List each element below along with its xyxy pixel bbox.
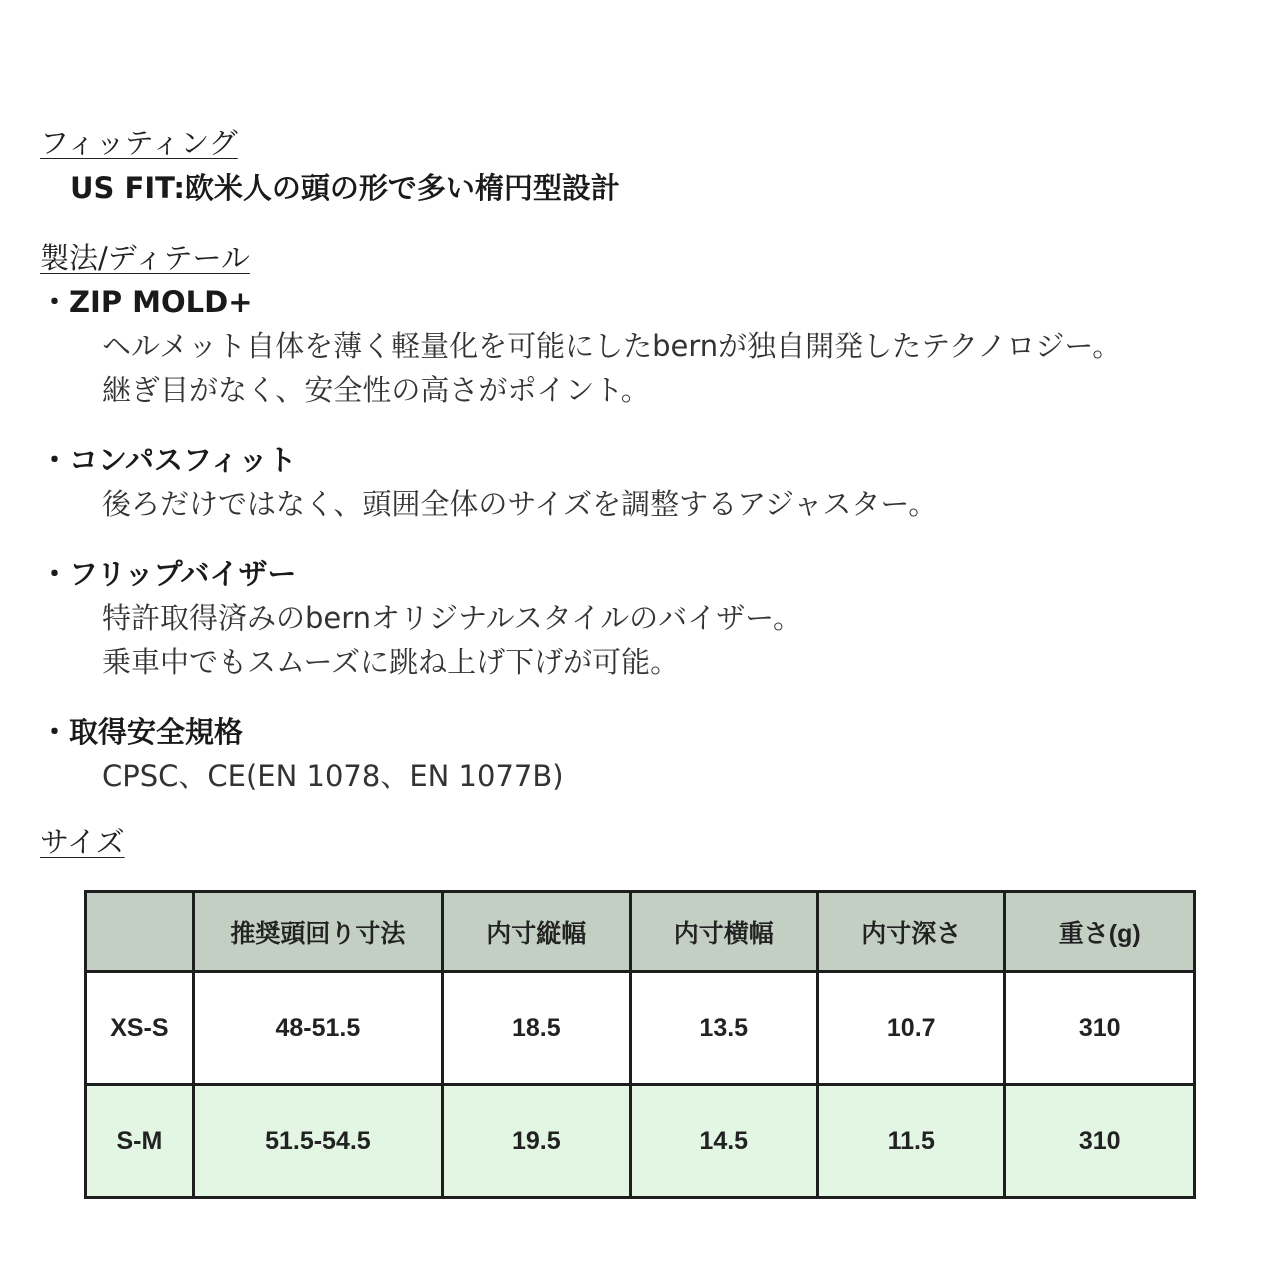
header-cell-head-circumference: 推奨頭回り寸法 [193,892,442,972]
inner-length-cell: 19.5 [443,1085,630,1198]
flip-visor-desc-line-1: 特許取得済みのbernオリジナルスタイルのバイザー。 [102,601,802,635]
size-heading: サイズ [40,825,125,859]
zip-mold-desc-line-2: 継ぎ目がなく、安全性の高さがポイント。 [102,373,650,407]
inner-width-cell: 14.5 [630,1085,817,1198]
inner-length-cell: 18.5 [443,972,630,1085]
size-table-header-row [86,892,1195,972]
safety-standards-desc-line-1: CPSC、CE(EN 1078、EN 1077B) [102,759,564,793]
size-label-cell: XS-S [86,972,194,1085]
fitting-heading: フィッティング [40,126,238,160]
zip-mold-title: ・ZIP MOLD+ [40,285,253,319]
size-table [84,890,1196,1199]
header-cell-inner-length: 内寸縦幅 [443,892,630,972]
head-circumference-cell: 48-51.5 [193,972,442,1085]
header-cell-inner-width: 内寸横幅 [630,892,817,972]
fitting-value: US FIT:欧米人の頭の形で多い楕円型設計 [70,171,620,205]
size-label-cell: S-M [86,1085,194,1198]
inner-depth-cell: 10.7 [818,972,1005,1085]
weight-cell: 310 [1005,972,1195,1085]
safety-standards-title: ・取得安全規格 [40,715,244,749]
flip-visor-desc-line-2: 乗車中でもスムーズに跳ね上げ下げが可能。 [102,645,680,679]
header-cell-inner-depth: 内寸深さ [818,892,1005,972]
table-row [86,972,1195,1085]
header-cell-blank [86,892,194,972]
table-row [86,1085,1195,1198]
weight-cell: 310 [1005,1085,1195,1198]
inner-width-cell: 13.5 [630,972,817,1085]
zip-mold-desc-line-1: ヘルメット自体を薄く軽量化を可能にしたbernが独自開発したテクノロジー。 [102,329,1122,363]
head-circumference-cell: 51.5-54.5 [193,1085,442,1198]
flip-visor-title: ・フリップバイザー [40,557,297,591]
inner-depth-cell: 11.5 [818,1085,1005,1198]
header-cell-weight: 重さ(g) [1005,892,1195,972]
compass-fit-desc-line-1: 後ろだけではなく、頭囲全体のサイズを調整するアジャスター。 [102,487,938,521]
construction-heading: 製法/ディテール [40,241,250,275]
compass-fit-title: ・コンパスフィット [40,443,297,477]
